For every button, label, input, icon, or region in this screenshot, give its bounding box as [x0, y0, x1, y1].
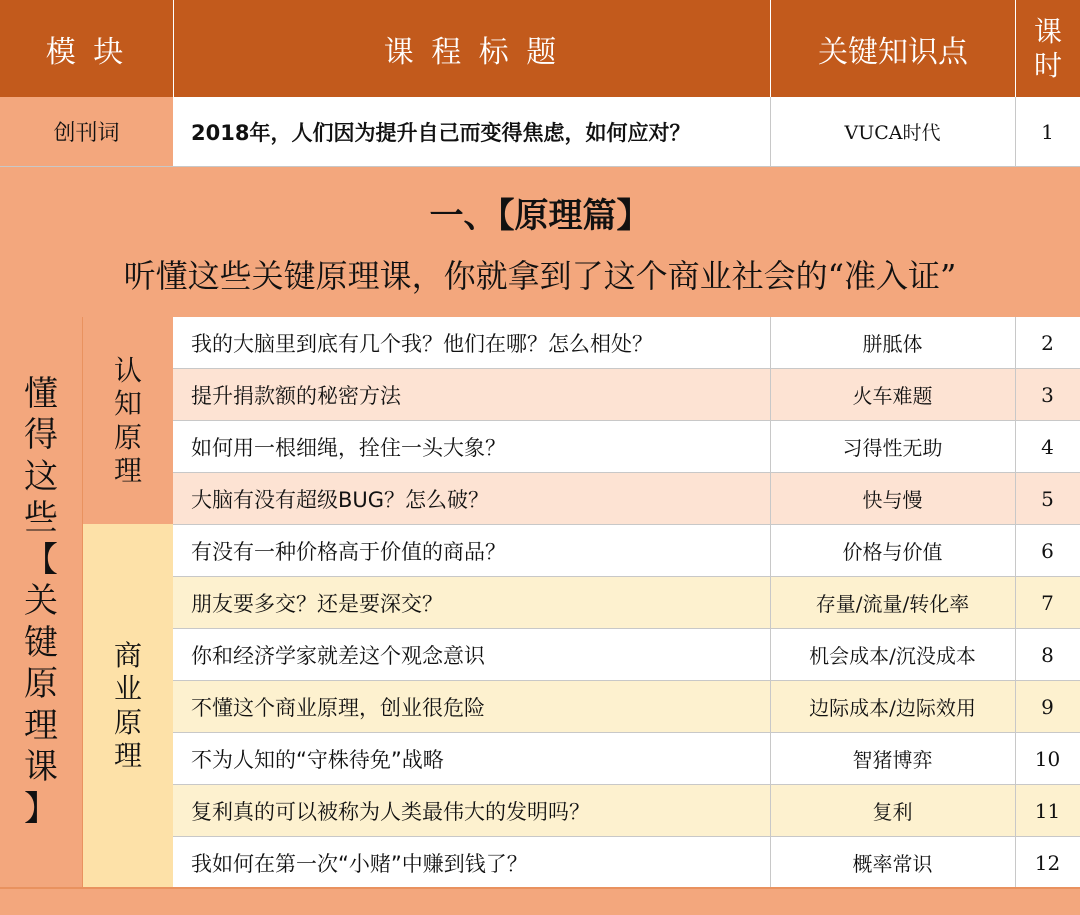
header-module: 模 块	[0, 0, 173, 97]
intro-title: 2018年，人们因为提升自己而变得焦虑，如何应对？	[173, 97, 770, 167]
group-label-char: 业	[113, 672, 142, 706]
course-title: 不为人知的“守株待免”战略	[173, 733, 770, 785]
category-label-char: 】	[24, 788, 58, 829]
course-title: 如何用一根细绳，拴住一头大象？	[173, 421, 770, 473]
category-label-char: 些	[24, 498, 58, 539]
course-hours: 5	[1015, 473, 1080, 525]
category-label-char: 键	[24, 622, 58, 663]
course-title: 有没有一种价格高于价值的商品？	[173, 525, 770, 577]
category-label-char: 懂	[24, 373, 58, 414]
section-subheading: 听懂这些关键原理课，你就拿到了这个商业社会的“准入证”	[123, 256, 957, 295]
group-label-cognitive	[82, 317, 173, 524]
course-title: 我如何在第一次“小赌”中赚到钱了？	[173, 837, 770, 889]
header-hours-char: 时	[1033, 48, 1062, 82]
course-hours: 4	[1015, 421, 1080, 473]
course-keypoint: 复利	[770, 785, 1015, 837]
column-divider	[1015, 97, 1016, 167]
category-label-char: 原	[24, 664, 58, 705]
course-keypoint: 价格与价值	[770, 525, 1015, 577]
group-label-business	[82, 524, 173, 887]
header-hours-char: 课	[1033, 14, 1062, 48]
course-title: 我的大脑里到底有几个我？他们在哪？怎么相处？	[173, 317, 770, 369]
column-divider	[770, 97, 771, 167]
course-hours: 7	[1015, 577, 1080, 629]
group-label-char: 商	[113, 639, 142, 673]
group-label-char: 理	[113, 453, 142, 487]
group-label-char: 原	[113, 705, 142, 739]
course-keypoint: 存量/流量/转化率	[770, 577, 1015, 629]
course-keypoint: 边际成本/边际效用	[770, 681, 1015, 733]
course-hours: 3	[1015, 369, 1080, 421]
section-heading: 一、【原理篇】	[429, 195, 651, 236]
header-title: 课 程 标 题	[173, 0, 770, 97]
course-keypoint: 胼胝体	[770, 317, 1015, 369]
course-title: 大脑有没有超级BUG？怎么破？	[173, 473, 770, 525]
category-label-char: 关	[24, 581, 58, 622]
course-keypoint: 火车难题	[770, 369, 1015, 421]
course-hours: 2	[1015, 317, 1080, 369]
course-hours: 12	[1015, 837, 1080, 889]
header-hours	[1015, 0, 1080, 97]
course-hours: 9	[1015, 681, 1080, 733]
category-label-char: 【	[24, 539, 58, 580]
group-label-char: 理	[113, 738, 142, 772]
intro-keypoint: VUCA时代	[770, 97, 1015, 167]
course-keypoint: 概率常识	[770, 837, 1015, 889]
course-keypoint: 习得性无助	[770, 421, 1015, 473]
course-keypoint: 智猪博弈	[770, 733, 1015, 785]
category-label-char: 得	[24, 415, 58, 456]
category-label-char: 理	[24, 705, 58, 746]
column-divider	[770, 317, 771, 887]
course-hours: 6	[1015, 525, 1080, 577]
group-label-char: 认	[113, 354, 142, 388]
course-hours: 11	[1015, 785, 1080, 837]
course-title: 你和经济学家就差这个观念意识	[173, 629, 770, 681]
bottom-band	[0, 887, 1080, 915]
intro-hours: 1	[1015, 97, 1080, 167]
course-title: 提升捐款额的秘密方法	[173, 369, 770, 421]
category-label-char: 课	[24, 747, 58, 788]
group-label-char: 知	[113, 387, 142, 421]
category-label-char: 这	[24, 456, 58, 497]
course-title: 朋友要多交？还是要深交？	[173, 577, 770, 629]
category-label	[0, 317, 82, 887]
group-label-char: 原	[113, 420, 142, 454]
course-keypoint: 快与慢	[770, 473, 1015, 525]
header-keypoint: 关键知识点	[770, 0, 1015, 97]
course-hours: 10	[1015, 733, 1080, 785]
intro-module: 创刊词	[0, 97, 173, 167]
course-hours: 8	[1015, 629, 1080, 681]
course-keypoint: 机会成本/沉没成本	[770, 629, 1015, 681]
column-divider	[1015, 317, 1016, 887]
course-title: 不懂这个商业原理，创业很危险	[173, 681, 770, 733]
course-title: 复利真的可以被称为人类最伟大的发明吗？	[173, 785, 770, 837]
section-band	[0, 167, 1080, 317]
